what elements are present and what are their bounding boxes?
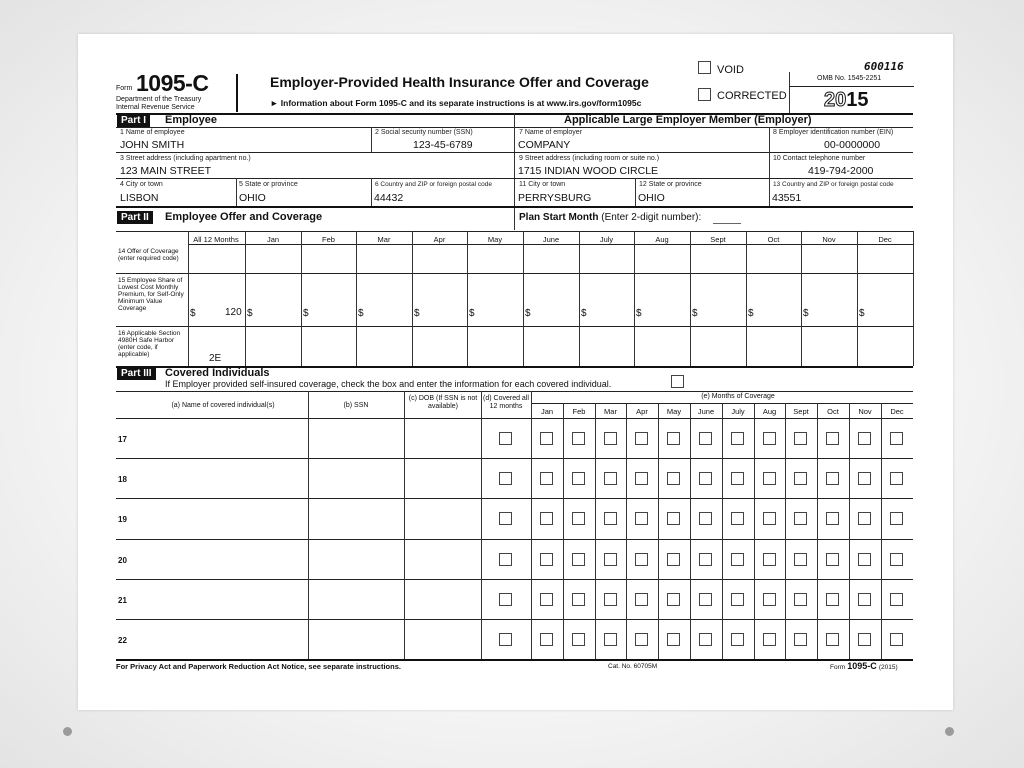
part2-month-header: Mar — [377, 235, 391, 244]
month-coverage-checkbox[interactable] — [604, 472, 617, 485]
corrected-checkbox[interactable] — [698, 88, 711, 101]
month-coverage-checkbox[interactable] — [890, 593, 903, 606]
f11-label: 11 City or town — [519, 181, 566, 188]
plan-start-note: (Enter 2-digit number): — [601, 212, 702, 223]
part3-column-divider — [881, 403, 882, 659]
month-coverage-checkbox[interactable] — [699, 472, 712, 485]
month-coverage-checkbox[interactable] — [794, 472, 807, 485]
month-coverage-checkbox[interactable] — [667, 472, 680, 485]
part3-month-header: Apr — [636, 407, 648, 416]
part2-column-divider — [913, 231, 914, 366]
part3-month-header: May — [666, 407, 682, 416]
part3-month-header: Jan — [540, 407, 554, 416]
employee-city[interactable]: LISBON — [120, 192, 159, 204]
footer-form-year: (2015) — [878, 664, 898, 671]
part3-row-divider — [116, 458, 913, 459]
month-coverage-checkbox[interactable] — [826, 553, 839, 566]
part3-column-divider — [595, 403, 596, 659]
dept-line1: Department of the Treasury — [116, 96, 202, 103]
part3-column-divider — [481, 391, 482, 659]
month-coverage-checkbox[interactable] — [858, 472, 871, 485]
part2-column-divider — [245, 231, 246, 366]
dept-line2: Internal Revenue Service — [116, 104, 195, 111]
month-coverage-checkbox[interactable] — [667, 432, 680, 445]
covered-all-12-checkbox[interactable] — [499, 553, 512, 566]
month-coverage-checkbox[interactable] — [731, 553, 744, 566]
f9-label: 9 Street address (including room or suite no.) — [519, 155, 660, 162]
month-coverage-checkbox[interactable] — [826, 472, 839, 485]
control-number: 600116 — [864, 60, 904, 73]
month-coverage-checkbox[interactable] — [890, 432, 903, 445]
f6-label: 6 Country and ZIP or foreign postal code — [375, 181, 492, 188]
part3-row-divider — [116, 539, 913, 540]
form-page — [78, 34, 953, 710]
part3-column-divider — [658, 403, 659, 659]
month-coverage-checkbox[interactable] — [763, 593, 776, 606]
col-c-header: (c) DOB (If SSN is not available) — [408, 395, 478, 410]
row15-dollar-sign: $ — [803, 308, 809, 319]
covered-row-number: 21 — [118, 596, 127, 605]
part3-month-header: Mar — [604, 407, 617, 416]
row15-all12-value[interactable]: 120 — [225, 307, 242, 318]
month-coverage-checkbox[interactable] — [604, 432, 617, 445]
part3-column-divider — [563, 403, 564, 659]
month-coverage-checkbox[interactable] — [794, 432, 807, 445]
covered-row-number: 20 — [118, 556, 127, 565]
month-coverage-checkbox[interactable] — [858, 512, 871, 525]
part3-month-header: Dec — [890, 407, 904, 416]
row15-dollar-sign: $ — [469, 308, 475, 319]
month-coverage-checkbox[interactable] — [826, 593, 839, 606]
f4-label: 4 City or town — [120, 181, 163, 188]
row15-dollar-sign: $ — [414, 308, 420, 319]
part3-row-divider — [116, 498, 913, 499]
month-coverage-checkbox[interactable] — [540, 432, 553, 445]
month-coverage-checkbox[interactable] — [635, 472, 648, 485]
covered-row-number: 18 — [118, 475, 127, 484]
part2-month-header: July — [599, 235, 614, 244]
employer-city[interactable]: PERRYSBURG — [518, 192, 592, 204]
part2-tag: Part II — [117, 211, 153, 224]
month-coverage-checkbox[interactable] — [763, 472, 776, 485]
month-coverage-checkbox[interactable] — [794, 593, 807, 606]
employer-ein[interactable]: 00-0000000 — [824, 139, 881, 151]
part3-column-divider — [817, 403, 818, 659]
part1-tag: Part I — [117, 114, 150, 127]
row15-dollar-sign: $ — [581, 308, 587, 319]
part3-month-header: Sept — [793, 407, 809, 416]
part3-title: Covered Individuals — [165, 367, 270, 379]
month-coverage-checkbox[interactable] — [604, 512, 617, 525]
part2-month-header: Dec — [878, 235, 892, 244]
f1-label: 1 Name of employee — [120, 129, 185, 136]
part3-column-divider — [404, 391, 405, 659]
month-coverage-checkbox[interactable] — [635, 593, 648, 606]
month-coverage-checkbox[interactable] — [731, 593, 744, 606]
month-coverage-checkbox[interactable] — [604, 593, 617, 606]
employee-zip[interactable]: 44432 — [374, 192, 404, 204]
part2-column-divider — [188, 231, 189, 366]
slide-dot-right — [945, 727, 954, 736]
footer-form-id — [830, 661, 898, 671]
month-coverage-checkbox[interactable] — [699, 553, 712, 566]
month-coverage-checkbox[interactable] — [572, 633, 585, 646]
employer-state[interactable]: OHIO — [638, 192, 665, 204]
part2-month-header: June — [542, 235, 560, 244]
covered-all-12-checkbox[interactable] — [499, 512, 512, 525]
month-coverage-checkbox[interactable] — [731, 472, 744, 485]
form-title: Employer-Provided Health Insurance Offer and Coverage — [270, 74, 649, 90]
month-coverage-checkbox[interactable] — [763, 553, 776, 566]
part1-title: Employee — [165, 114, 217, 126]
part3-month-header: Nov — [858, 407, 872, 416]
omb-number: OMB No. 1545-2251 — [817, 75, 882, 82]
month-coverage-checkbox[interactable] — [635, 512, 648, 525]
month-coverage-checkbox[interactable] — [604, 633, 617, 646]
row15-dollar-sign: $ — [525, 308, 531, 319]
form-word: Form — [116, 85, 133, 92]
row16-all12-value[interactable]: 2E — [209, 353, 222, 364]
row14-label: 14 Offer of Coverage (enter required code) — [118, 248, 179, 262]
month-coverage-checkbox[interactable] — [667, 593, 680, 606]
covered-all-12-checkbox[interactable] — [499, 432, 512, 445]
slide-dot-left — [63, 727, 72, 736]
part2-column-divider — [412, 231, 413, 366]
employer-phone[interactable]: 419-794-2000 — [808, 165, 874, 177]
part3-column-divider — [626, 403, 627, 659]
part2-month-header: Sept — [710, 235, 726, 244]
month-coverage-checkbox[interactable] — [667, 512, 680, 525]
f12-label: 12 State or province — [639, 181, 702, 188]
f13-label: 13 Country and ZIP or foreign postal code — [773, 181, 894, 188]
part2-month-header: Nov — [822, 235, 836, 244]
employer-street[interactable]: 1715 INDIAN WOOD CIRCLE — [518, 165, 659, 177]
f5-label: 5 State or province — [239, 181, 298, 188]
month-coverage-checkbox[interactable] — [699, 512, 712, 525]
part2-title: Employee Offer and Coverage — [165, 211, 323, 223]
month-coverage-checkbox[interactable] — [890, 553, 903, 566]
part2-column-divider — [356, 231, 357, 366]
month-coverage-checkbox[interactable] — [540, 553, 553, 566]
month-coverage-checkbox[interactable] — [890, 633, 903, 646]
void-checkbox[interactable] — [698, 61, 711, 74]
plan-start-month-input[interactable] — [713, 212, 741, 224]
row15-dollar-sign: $ — [247, 308, 253, 319]
part2-month-header: Oct — [767, 235, 780, 244]
footer-form-word: Form — [830, 664, 846, 671]
part2-column-divider — [579, 231, 580, 366]
row15-label: 15 Employee Share of Lowest Cost Monthly Premium, for Self-Only Minimum Value Coverage — [118, 277, 184, 312]
month-coverage-checkbox[interactable] — [667, 553, 680, 566]
tax-year — [824, 89, 869, 112]
part3-month-header: Feb — [572, 407, 586, 416]
part2-month-header: Jan — [266, 235, 280, 244]
month-coverage-checkbox[interactable] — [731, 633, 744, 646]
month-coverage-checkbox[interactable] — [826, 512, 839, 525]
form-number: 1095-C — [136, 70, 209, 96]
part3-month-header: Oct — [827, 407, 839, 416]
year-prefix: 20 — [824, 89, 847, 111]
row15-dollar-sign: $ — [692, 308, 698, 319]
part2-month-header: Aug — [655, 235, 669, 244]
employer-section-title: Applicable Large Employer Member (Employer) — [564, 114, 812, 126]
col-e-header: (e) Months of Coverage — [701, 393, 775, 400]
month-coverage-checkbox[interactable] — [540, 472, 553, 485]
month-coverage-checkbox[interactable] — [890, 472, 903, 485]
part3-column-divider — [785, 403, 786, 659]
covered-row-number: 19 — [118, 515, 127, 524]
part2-month-header: Apr — [433, 235, 446, 244]
month-coverage-checkbox[interactable] — [858, 553, 871, 566]
col-a-header: (a) Name of covered individual(s) — [171, 402, 275, 409]
employer-zip[interactable]: 43551 — [772, 192, 802, 204]
row15-dollar-sign: $ — [748, 308, 754, 319]
part3-month-header: June — [697, 407, 715, 416]
part2-column-divider — [301, 231, 302, 366]
col-b-header: (b) SSN — [343, 402, 369, 409]
part3-instruction: If Employer provided self-insured coverage, check the box and enter the information for each covered individual. — [165, 379, 612, 389]
month-coverage-checkbox[interactable] — [794, 633, 807, 646]
month-coverage-checkbox[interactable] — [858, 432, 871, 445]
month-coverage-checkbox[interactable] — [858, 593, 871, 606]
part3-column-divider — [722, 403, 723, 659]
month-coverage-checkbox[interactable] — [540, 512, 553, 525]
part3-row-divider — [116, 579, 913, 580]
month-coverage-checkbox[interactable] — [635, 553, 648, 566]
month-coverage-checkbox[interactable] — [572, 553, 585, 566]
month-coverage-checkbox[interactable] — [763, 633, 776, 646]
privacy-notice: For Privacy Act and Paperwork Reduction Act Notice, see separate instructions. — [116, 662, 401, 671]
part2-column-divider — [523, 231, 524, 366]
month-coverage-checkbox[interactable] — [699, 432, 712, 445]
row15-dollar-sign: $ — [636, 308, 642, 319]
part2-month-header: May — [487, 235, 503, 244]
part2-column-divider — [801, 231, 802, 366]
month-coverage-checkbox[interactable] — [731, 512, 744, 525]
part3-row-divider — [116, 619, 913, 620]
part3-month-header: July — [731, 407, 745, 416]
month-coverage-checkbox[interactable] — [635, 633, 648, 646]
month-coverage-checkbox[interactable] — [540, 633, 553, 646]
month-coverage-checkbox[interactable] — [699, 633, 712, 646]
part3-column-divider — [308, 391, 309, 659]
year-suffix: 15 — [846, 89, 869, 111]
month-coverage-checkbox[interactable] — [826, 432, 839, 445]
part2-column-divider — [746, 231, 747, 366]
f8-label: 8 Employer identification number (EIN) — [773, 129, 894, 136]
part2-month-header: Feb — [322, 235, 335, 244]
col-d-header: (d) Covered all 12 months — [483, 395, 529, 410]
part3-column-divider — [849, 403, 850, 659]
part3-column-divider — [754, 403, 755, 659]
employer-name[interactable]: COMPANY — [518, 139, 571, 151]
f7-label: 7 Name of employer — [519, 129, 583, 136]
catalog-number: Cat. No. 60705M — [608, 663, 658, 670]
month-coverage-checkbox[interactable] — [763, 432, 776, 445]
corrected-label: CORRECTED — [717, 90, 787, 102]
employee-state[interactable]: OHIO — [239, 192, 266, 204]
month-coverage-checkbox[interactable] — [572, 512, 585, 525]
covered-all-12-checkbox[interactable] — [499, 593, 512, 606]
form-info-line: ► Information about Form 1095-C and its separate instructions is at www.irs.gov/form1095c — [270, 98, 642, 108]
row15-dollar-sign: $ — [859, 308, 865, 319]
month-coverage-checkbox[interactable] — [699, 593, 712, 606]
part2-column-divider — [690, 231, 691, 366]
footer-form-number: 1095-C — [847, 661, 877, 671]
f10-label: 10 Contact telephone number — [773, 155, 866, 162]
plan-start-month — [519, 212, 701, 223]
month-coverage-checkbox[interactable] — [572, 432, 585, 445]
covered-all-12-checkbox[interactable] — [499, 472, 512, 485]
month-coverage-checkbox[interactable] — [794, 553, 807, 566]
f3-label: 3 Street address (including apartment no.) — [120, 155, 251, 162]
part2-column-divider — [634, 231, 635, 366]
employee-street[interactable]: 123 MAIN STREET — [120, 165, 212, 177]
f2-label: 2 Social security number (SSN) — [375, 129, 473, 136]
covered-row-number: 22 — [118, 636, 127, 645]
month-coverage-checkbox[interactable] — [826, 633, 839, 646]
row15-dollar-sign: $ — [303, 308, 309, 319]
covered-row-number: 17 — [118, 435, 127, 444]
row15-dollar-sign: $ — [358, 308, 364, 319]
month-coverage-checkbox[interactable] — [635, 432, 648, 445]
self-insured-checkbox[interactable] — [671, 375, 684, 388]
employee-ssn[interactable]: 123-45-6789 — [413, 139, 473, 151]
month-coverage-checkbox[interactable] — [540, 593, 553, 606]
employee-name[interactable]: JOHN SMITH — [120, 139, 185, 151]
row16-label: 16 Applicable Section 4980H Safe Harbor (enter code, if applicable) — [118, 330, 181, 358]
month-coverage-checkbox[interactable] — [604, 553, 617, 566]
part3-column-divider — [531, 391, 532, 659]
month-coverage-checkbox[interactable] — [731, 432, 744, 445]
month-coverage-checkbox[interactable] — [763, 512, 776, 525]
void-label: VOID — [717, 64, 744, 76]
month-coverage-checkbox[interactable] — [858, 633, 871, 646]
part2-column-divider — [467, 231, 468, 366]
part3-column-divider — [690, 403, 691, 659]
all12-header: All 12 Months — [193, 235, 239, 244]
row15-dollar-sign: $ — [190, 308, 196, 319]
month-coverage-checkbox[interactable] — [794, 512, 807, 525]
plan-start-label: Plan Start Month — [519, 212, 599, 223]
part3-tag: Part III — [117, 367, 156, 380]
month-coverage-checkbox[interactable] — [572, 472, 585, 485]
month-coverage-checkbox[interactable] — [572, 593, 585, 606]
covered-all-12-checkbox[interactable] — [499, 633, 512, 646]
month-coverage-checkbox[interactable] — [667, 633, 680, 646]
part3-month-header: Aug — [762, 407, 777, 416]
part2-column-divider — [857, 231, 858, 366]
month-coverage-checkbox[interactable] — [890, 512, 903, 525]
